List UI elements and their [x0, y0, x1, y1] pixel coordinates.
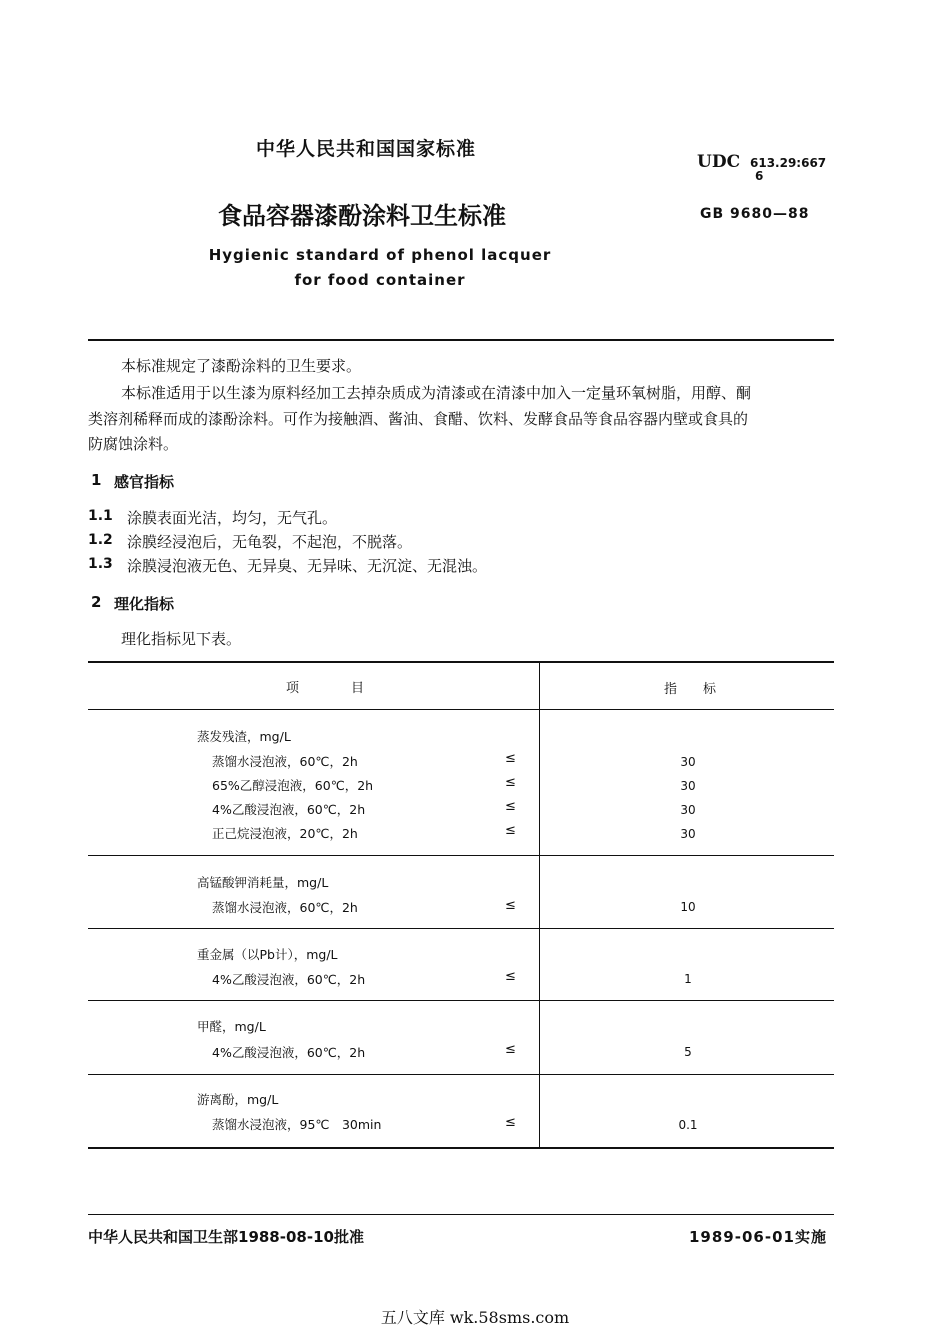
- table-row-label: 4%乙酸浸泡液，60℃，2h: [212, 972, 366, 987]
- section-2-intro: 理化指标见下表。: [121, 630, 242, 648]
- udc-label: UDC: [697, 152, 741, 172]
- table-row-value: 30: [680, 803, 696, 817]
- less-equal-sign: ≤: [505, 1115, 516, 1130]
- header-divider: [88, 339, 834, 341]
- gb-number: GB 9680—88: [700, 206, 810, 222]
- document-title-en-line1: Hygienic standard of phenol lacquer: [208, 246, 552, 264]
- less-equal-sign: ≤: [505, 898, 516, 913]
- less-equal-sign: ≤: [505, 1042, 516, 1057]
- item-1-1-number: 1.1: [88, 508, 113, 524]
- item-1-2-number: 1.2: [88, 532, 113, 548]
- table-row-value: 1: [684, 972, 692, 986]
- table-row-value: 30: [680, 779, 696, 793]
- item-1-3-text: 涂膜浸泡液无色、无异臭、无异味、无沉淀、无混浊。: [127, 557, 488, 575]
- udc-code-line2: 6: [755, 169, 764, 183]
- approval-date: 中华人民共和国卫生部1988-08-10批准: [88, 1228, 364, 1246]
- intro-paragraph-2-line2: 类溶剂稀释而成的漆酚涂料。可作为接触酒、酱油、食醋、饮料、发酵食品等食品容器内壁或食具的: [88, 410, 749, 428]
- table-column-divider: [539, 662, 540, 1148]
- table-row-value: 30: [680, 755, 696, 769]
- section-1-title: 感官指标: [114, 473, 175, 491]
- table-row-label: 65%乙醇浸泡液，60℃，2h: [212, 778, 374, 793]
- intro-paragraph-2-line3: 防腐蚀涂料。: [88, 435, 179, 453]
- table-header-value: 指 标: [663, 682, 716, 697]
- footer-divider: [88, 1214, 834, 1215]
- document-title-cn: 食品容器漆酚涂料卫生标准: [218, 202, 506, 230]
- table-group-divider: [88, 1074, 834, 1075]
- national-standard-label: 中华人民共和国国家标准: [256, 138, 477, 160]
- item-1-2-text: 涂膜经浸泡后，无龟裂，不起泡，不脱落。: [127, 533, 413, 551]
- less-equal-sign: ≤: [505, 969, 516, 984]
- table-row-label: 正己烷浸泡液，20℃，2h: [212, 826, 358, 841]
- table-group-divider: [88, 855, 834, 856]
- group-permanganate-consumption: 高锰酸钾消耗量，mg/L: [197, 875, 329, 890]
- less-equal-sign: ≤: [505, 751, 516, 766]
- table-top-rule: [88, 661, 834, 663]
- intro-paragraph-1: 本标准规定了漆酚涂料的卫生要求。: [121, 357, 362, 375]
- table-header-rule: [88, 709, 834, 710]
- table-row-value: 0.1: [678, 1118, 698, 1132]
- group-heavy-metals: 重金属（以Pb计），mg/L: [197, 947, 338, 962]
- table-row-value: 5: [684, 1045, 692, 1059]
- table-header-item: 项 目: [285, 681, 364, 696]
- item-1-1-text: 涂膜表面光洁，均匀，无气孔。: [127, 509, 338, 527]
- table-row-label: 蒸馏水浸泡液，60℃，2h: [212, 900, 358, 915]
- group-free-phenol: 游离酚，mg/L: [197, 1092, 279, 1107]
- table-row-value: 30: [680, 827, 696, 841]
- item-1-3-number: 1.3: [88, 556, 113, 572]
- table-group-divider: [88, 928, 834, 929]
- intro-paragraph-2-line1: 本标准适用于以生漆为原料经加工去掉杂质成为清漆或在清漆中加入一定量环氧树脂，用醇、酮: [121, 384, 752, 402]
- udc-code: 613.29:667: [750, 156, 827, 170]
- table-row-value: 10: [680, 900, 696, 914]
- table-group-divider: [88, 1000, 834, 1001]
- section-1-number: 1: [91, 471, 102, 489]
- table-row-label: 蒸馏水浸泡液，60℃，2h: [212, 754, 358, 769]
- table-row-label: 4%乙酸浸泡液，60℃，2h: [212, 802, 366, 817]
- less-equal-sign: ≤: [505, 799, 516, 814]
- document-title-en-line2: for food container: [294, 271, 466, 289]
- section-2-title: 理化指标: [114, 595, 175, 613]
- section-2-number: 2: [91, 593, 102, 611]
- effective-date: 1989-06-01实施: [689, 1228, 827, 1246]
- watermark-footer: 五八文库 wk.58sms.com: [380, 1308, 570, 1327]
- table-bottom-rule: [88, 1147, 834, 1149]
- table-row-label: 蒸馏水浸泡液，95℃ 30min: [212, 1117, 382, 1132]
- group-evaporation-residue: 蒸发残渣，mg/L: [197, 729, 291, 744]
- less-equal-sign: ≤: [505, 775, 516, 790]
- less-equal-sign: ≤: [505, 823, 516, 838]
- table-row-label: 4%乙酸浸泡液，60℃，2h: [212, 1045, 366, 1060]
- group-formaldehyde: 甲醛，mg/L: [197, 1019, 266, 1034]
